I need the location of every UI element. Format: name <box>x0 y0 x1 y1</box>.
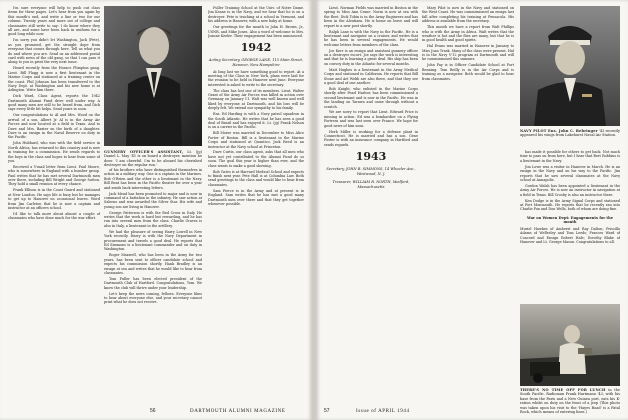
article-paragraph: At long last we have something good to report. At a meeting of the Class in New York, plans were laid for the reunion to be held in Hanover next June. Everyone interested is asked to write to the secretary. <box>208 69 304 87</box>
article-paragraph: Let's keep the news coming, fellows. Everyone likes to hear about everyone else, and your secretary cannot print what he does not receive. <box>104 291 202 305</box>
right-col1-paragraphs <box>324 6 418 147</box>
article-paragraph: Roger Maxwell, who has been in the Army for two years, has been sent to officer candidate school and expects his commission shortly. Hank Bradley is an ensign at sea and writes that he would like to hear from classmates. <box>104 253 202 275</box>
right-column-1 <box>324 6 418 406</box>
article-paragraph: Frank Ellison is in the Coast Guard and stationed at New London. He says life is busy but he manages to get up to Hanover on occasional leaves. Word from Jim Carleton that he is now a captain and instructor at an officers school. <box>8 188 100 210</box>
jeep-lunch-image <box>520 304 620 386</box>
navy-pilot-photo <box>520 6 620 126</box>
class-1943-treasurer: Treasurer, WILLIAM R. NORTH, Medford, Massachusetts <box>332 180 410 189</box>
article-paragraph: Dick Ward, Class Agent, reports the 1942 Dartmouth Alumni Fund drive well under way. A good many men are still to be heard from, and Dick says every little bit helps. Send yours in soon. <box>8 94 100 112</box>
gunnery-caption-text: Lt. (jg) Daniel L. May '41 is on board a destroyer, mention he does: 'I am cheerful. I'm to be aboard his cherished destroyer on the regular run.' <box>104 150 202 168</box>
engagements-heading: War on Women Dept: Engagements for the month <box>527 215 613 225</box>
article-paragraph: I'm sorry you didn't let Washington, Jack (Pete), as you promised, get the straight dope from everyone that comes through here. Tell us what you do and where you are. Send us an addressed postal card with news of the old gang, so that I can pass it along to you in print the very next issue. <box>8 38 100 65</box>
article-paragraph: The class has lost one of its members. Lieut. Walter Grant of the Army Air Forces was killed in action over Germany on January 11. Walt was well known and well liked by everyone at Dartmouth, and his loss will be deeply felt. We extend our sympathy to his family. <box>208 88 304 111</box>
left-running-foot: DARTMOUTH ALUMNI MAGAZINE <box>190 409 286 414</box>
left-page-number: 56 <box>150 408 156 414</box>
left-col3-top-paragraphs <box>208 6 304 38</box>
officer-portrait-image <box>104 6 202 146</box>
article-paragraph: John Hubbard, who was with the field service in North Africa, has returned to this country and is now in training for a commission. He sends regards to the boys in the class and hopes to hear from some of you. <box>8 141 100 163</box>
navy-pilot-caption <box>520 129 620 138</box>
article-paragraph: Gordon Walsh has been appointed a lieutenant in the Army Air Forces. He is now an instructor in navigation at a field in Texas. Bill Crosby is also an instructor there. <box>520 183 620 197</box>
navy-caption-text: '43 recently appeared his wings from Lakehurst Naval Air Station. <box>520 129 621 138</box>
right-column-3 <box>520 150 620 300</box>
right-running-foot: Issue of APRIL 1944 <box>356 409 410 414</box>
left-col2-paragraphs <box>104 168 202 305</box>
article-paragraph: I'd like to talk more about almost a couple of classmates who have done much for the war effort. <box>8 211 100 221</box>
right-col2-paragraphs <box>422 6 514 81</box>
article-paragraph: Dave Curtis, our class agent, asks that all men who have not yet contributed to the Alumni Fund do so soon. The goal this year is higher than ever, and the class wants to make a good showing. <box>208 150 304 168</box>
article-paragraph: Jim Lowe was a visitor in Hanover in March. He is an ensign in the Navy and on his way to the Pacific. Jim reports that he saw several classmates at the Navy school at Annapolis. <box>520 164 620 182</box>
article-paragraph: Lieut. Norman Fields was married in Boston in the spring to Miss Ann Crane. Norm is now at sea with the fleet. Dick Tobin is in the Army Engineers and has been in the Aleutians. He is home on leave and will report to a new post shortly. <box>324 6 418 28</box>
right-page-number: 57 <box>324 408 330 414</box>
article-paragraph: of his brothers who have distinguished themselves in action in a military way. One is a captain in the Marines. Bob O'Brien and the other is a lieutenant in the Navy. Bill Bent has been in the Pacific theater for over a year and sends back interesting letters. <box>104 168 202 190</box>
article-paragraph: Our congratulations to Al and Mrs. Wood on the arrival of a son, Albert Jr. Al is in the Army Air Forces and now located at a field in Texas. And to Dave and Mrs. Baxter on the birth of a daughter. Dave is an ensign in the Naval Reserve on duty in the Pacific. <box>8 113 100 140</box>
article-paragraph: Ken Dodge is in the Army Signal Corps and stationed at Fort Monmouth. He reports that he recently ran into Charlie Fox and Don Wells, both of whom are doing fine. <box>520 198 620 212</box>
left-col3-bottom-paragraphs <box>208 70 304 207</box>
right-column-2 <box>422 6 514 406</box>
article-paragraph: Matt Hughes is a lieutenant in the Army Medical Corps and stationed in California. He reports that Bill Stone and Art Webb are also there, and that they see a good deal of one another. <box>324 67 418 85</box>
navy-pilot-image <box>520 6 620 126</box>
left-column-3 <box>208 6 304 406</box>
article-paragraph: Tom Fuller has been elected president of the Dartmouth Club of Hartford. Congratulations, Tom. We know the club will thrive under your leadership. <box>104 276 202 290</box>
article-paragraph: We had the pleasure of seeing Harry Lowell in New York recently. Harry is with the Navy Department in procurement and travels a good deal. He reports that Ed Simmons is a lieutenant commander and on duty in Washington. <box>104 229 202 252</box>
navy-caption-title: NAVY PILOT Ens. John C. Behringer <box>520 129 598 133</box>
article-paragraph: I'm sure everyone will help to push out class items for these pages. Let's hear from you again by this month's end, and write a line or two for our column. Twenty years and more out of college and classmates still write to say: I do know where they all are, and some have been back in uniform for a good long while now. <box>8 6 100 37</box>
gunnery-officer-photo <box>104 6 202 146</box>
left-col1-paragraphs <box>8 6 100 221</box>
left-column-2 <box>104 168 202 404</box>
article-paragraph: Bob Knight, who enlisted in the Marine Corps shortly after Pearl Harbor, has been commissioned a second lieutenant and is now in the Pacific. He was in the landing on Tarawa and came through without a scratch. <box>324 86 418 109</box>
south-pacific-photo <box>520 304 620 386</box>
article-paragraph: Our greetings for the month to John H. Brown, Jr., USNR, and Mike Jones. Also a word of welcome to Mrs. Joanne Keeler. Their engagement has been announced. <box>208 25 304 38</box>
article-paragraph: Heard recently from the Horace Plimpton gang. Lieut. Bill Flagg is now a first lieutenant in the Marine Corps and stationed at a training center on the coast. Phil Johnson has been transferred to the Navy Dept. at Washington and his new home is at Arlington. Write him there. <box>8 66 100 93</box>
article-paragraph: Sam Pierce is in the Army and at present is in England. Sam writes that he has met a good many Dartmouth men over there and that they get together whenever possible. <box>208 188 304 206</box>
article-paragraph: Ens. Ed Harding is with a Navy patrol squadron in the South Atlantic. He writes that he has seen a good deal of Brazil and has enjoyed it. Lt. (jg) Frank Nelson is on a carrier in the Pacific. <box>208 112 304 130</box>
article-paragraph: Jack Mead has been promoted to major and is now in command of a battalion in the infantry. He saw action at Salerno and was awarded the Silver Star. His wife and young son are living in Hanover. <box>104 191 202 209</box>
left-column-1 <box>8 6 100 406</box>
article-paragraph: George Patterson is with the Red Cross in Italy. He writes that the work is hard but rewarding, and he has run into several men from the class. Charlie Graves is also in Italy, a lieutenant in the artillery. <box>104 210 202 228</box>
engagements-text: Muriel Hawkes of Amherst and Ray Dalton; Priscilla Adams of Wellesley and Tom Leeds; Frances Ward of Concord and Ensign Robert Hale; Dorothy Blake of Hanover and Lt. George Mason. Congratulations to all. <box>520 226 620 245</box>
gunnery-caption-title: GUNNERY OFFICER'S ASSISTANT, <box>104 150 184 154</box>
article-paragraph: Mary Pilot is now in the Navy and stationed on the West Coast. He was commissioned an ensign last fall after completing his training at Pensacola. His address is available from the secretary. <box>422 6 514 24</box>
right-col3-paragraphs <box>520 150 620 212</box>
article-paragraph: Joe Kerr is an ensign and assistant gunnery officer on a destroyer escort. Joe says the work is interesting and that he is learning a great deal. His ship has been on convoy duty in the Atlantic for several months. <box>324 48 418 66</box>
class-1943-heading: 1943 <box>355 150 387 164</box>
article-paragraph: Fuller Training School at the Univ. of Notre Dame. Jim Keane is in the Navy, and we hear that he is on a destroyer. Pete is teaching at a school in Vermont, and his address is Hanover, with a new baby at home. <box>208 6 304 24</box>
article-paragraph: Received a V-mail letter from Lieut. Paul Moore, who is somewhere in England with a bomber group. Paul writes that he has met several Dartmouth men over there, including Bill Wright and George Sutton. They hold a small reunion at every chance. <box>8 164 100 187</box>
article-paragraph: Hal Evans was married in Hanover in January to Miss Joan Trask. Many of the class were present. Hal is in the Navy V-12 program at Dartmouth and will be commissioned this summer. <box>422 44 514 62</box>
article-paragraph: Bill Morse was married in December to Miss Alice Porter of Boston. Bill is a lieutenant in the Marine Corps and stationed at Quantico. Jack Reed is an instructor at the Navy school at Princeton. <box>208 131 304 149</box>
class-1942-heading: 1942 <box>240 41 272 55</box>
article-paragraph: This month we have a report from Walt Phillips who is with the Army in Africa. Walt writes that the weather is hot and the flies are many, but that he is in good health and good spirits. <box>422 25 514 43</box>
class-1943-secretary: Secretary, JOHN B. SIMMONS, 14 Wheeler Ave., Westwood, N. J. <box>326 167 416 176</box>
south-pacific-caption-title: THERE'S NO TIME OFF FOR LUNCH <box>520 388 606 392</box>
right-page <box>316 0 628 420</box>
article-paragraph: John Fay is in Officer Candidate School at Fort Benning. Tom Reilly is in the Air Corps and is training as a navigator. Both would be glad to hear from classmates. <box>422 63 514 81</box>
left-page <box>0 0 312 420</box>
article-paragraph: We are sorry to report that Lieut. Edward Price is missing in action. Ed was a bombardier on a Flying Fortress and was last seen over France. We hope for good news of him soon. <box>324 110 418 128</box>
article-paragraph: Herb Miller is working for a defense plant in Connecticut. He is married and has a son. Gene Foster is with an insurance company in Hartford and sends regards. <box>324 129 418 147</box>
class-1942-secretary: Acting Secretary, GEORGE LANE, 115 Main Street, Hanover, New Hampshire <box>208 58 304 67</box>
article-paragraph: Bob Gates is at Harvard Medical School and expects to finish next year. Pete Hall is at Columbia Law. Both send greetings to the class and would like to hear from classmates. <box>208 169 304 187</box>
article-paragraph: has made it possible for others to get back. Not much time to pass on from here, but I hear that Bert Robbins is a lieutenant in the Navy. <box>520 150 620 163</box>
south-pacific-caption-text: in the South Pacific. Radioman Frank Hartmann '43, with his base from the Paris and a New Guinea port, eats his K-ration whilst on duty on the front of a jeep (This photo was taken upon his visit to the 'Hayes Road' is a Fatal Rock, which means of entering lines.) <box>520 388 620 415</box>
gunnery-photo-caption <box>104 150 202 168</box>
article-paragraph: Ralph Lane is with the Navy in the Pacific. He is a lieutenant and navigator on a cruiser, and writes that he has been in several engagements. He would welcome letters from members of the class. <box>324 29 418 47</box>
south-pacific-caption <box>520 388 620 414</box>
